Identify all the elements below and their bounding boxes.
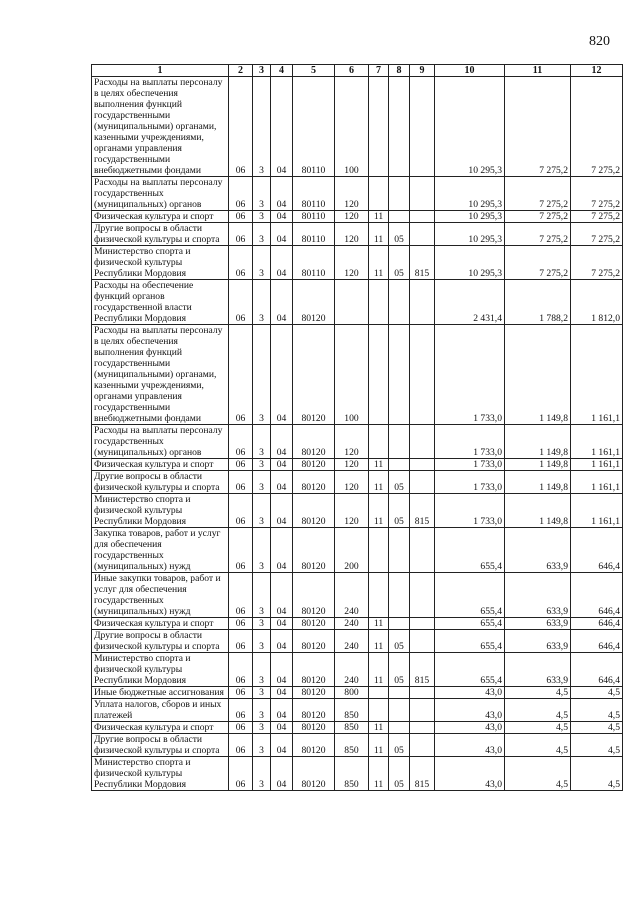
table-row [92,177,623,211]
code-1-cell: 06 [229,722,253,734]
code-section-cell [369,699,389,722]
code-2-cell: 3 [253,618,271,630]
amount-year-3-cell: 646,4 [571,528,623,573]
code-3-cell: 04 [271,77,293,177]
code-1-cell: 06 [229,618,253,630]
code-target-cell: 80110 [293,77,335,177]
code-section-cell: 11 [369,653,389,687]
code-subsection-cell [389,325,410,425]
amount-year-2-cell: 1 149,8 [505,325,571,425]
row-name-cell: Иные бюджетные ассигнования [92,687,229,699]
code-3-cell: 04 [271,211,293,223]
code-1-cell: 06 [229,699,253,722]
code-expense-type-cell: 240 [335,618,369,630]
amount-year-3-cell: 646,4 [571,630,623,653]
code-expense-type-cell: 120 [335,223,369,246]
code-ministry-cell: 815 [410,653,435,687]
code-section-cell [369,177,389,211]
code-3-cell: 04 [271,630,293,653]
amount-year-1-cell: 1 733,0 [435,325,505,425]
column-header: 2 [229,65,253,77]
code-ministry-cell: 815 [410,246,435,280]
code-target-cell: 80120 [293,630,335,653]
code-expense-type-cell: 800 [335,687,369,699]
amount-year-2-cell: 7 275,2 [505,77,571,177]
row-name-cell: Министерство спорта и физической культуры Республики Мордовия [92,653,229,687]
code-1-cell: 06 [229,223,253,246]
amount-year-2-cell: 633,9 [505,528,571,573]
code-expense-type-cell: 120 [335,177,369,211]
code-target-cell: 80120 [293,573,335,618]
code-3-cell: 04 [271,573,293,618]
code-expense-type-cell: 850 [335,734,369,757]
code-2-cell: 3 [253,211,271,223]
code-subsection-cell [389,618,410,630]
code-1-cell: 06 [229,494,253,528]
code-subsection-cell [389,528,410,573]
code-section-cell: 11 [369,459,389,471]
row-name-cell: Иные закупки товаров, работ и услуг для обеспечения государственных (муниципальных) нужд [92,573,229,618]
row-name-cell: Министерство спорта и физической культуры Республики Мордовия [92,757,229,791]
code-3-cell: 04 [271,757,293,791]
column-header: 11 [505,65,571,77]
table-row [92,722,623,734]
amount-year-2-cell: 1 149,8 [505,471,571,494]
code-3-cell: 04 [271,618,293,630]
amount-year-2-cell: 7 275,2 [505,177,571,211]
code-3-cell: 04 [271,494,293,528]
amount-year-2-cell: 633,9 [505,653,571,687]
code-ministry-cell [410,325,435,425]
code-ministry-cell [410,77,435,177]
amount-year-3-cell: 7 275,2 [571,211,623,223]
amount-year-1-cell: 1 733,0 [435,459,505,471]
code-2-cell: 3 [253,573,271,618]
table-row [92,734,623,757]
column-header: 4 [271,65,293,77]
row-name-cell: Физическая культура и спорт [92,459,229,471]
code-section-cell [369,280,389,325]
amount-year-3-cell: 4,5 [571,722,623,734]
code-ministry-cell [410,722,435,734]
code-expense-type-cell: 120 [335,211,369,223]
code-subsection-cell: 05 [389,734,410,757]
code-2-cell: 3 [253,528,271,573]
amount-year-1-cell: 10 295,3 [435,211,505,223]
code-ministry-cell [410,630,435,653]
code-3-cell: 04 [271,653,293,687]
amount-year-1-cell: 43,0 [435,687,505,699]
code-2-cell: 3 [253,494,271,528]
code-target-cell: 80120 [293,722,335,734]
code-expense-type-cell: 850 [335,699,369,722]
row-name-cell: Другие вопросы в области физической культуры и спорта [92,734,229,757]
code-ministry-cell [410,280,435,325]
code-subsection-cell [389,77,410,177]
code-target-cell: 80120 [293,618,335,630]
code-3-cell: 04 [271,528,293,573]
code-subsection-cell: 05 [389,246,410,280]
code-2-cell: 3 [253,687,271,699]
code-2-cell: 3 [253,722,271,734]
code-subsection-cell [389,722,410,734]
row-name-cell: Другие вопросы в области физической культуры и спорта [92,471,229,494]
column-header: 1 [92,65,229,77]
code-subsection-cell: 05 [389,653,410,687]
amount-year-1-cell: 655,4 [435,653,505,687]
code-section-cell: 11 [369,494,389,528]
code-2-cell: 3 [253,177,271,211]
code-2-cell: 3 [253,734,271,757]
code-2-cell: 3 [253,223,271,246]
code-3-cell: 04 [271,325,293,425]
column-header: 10 [435,65,505,77]
code-1-cell: 06 [229,425,253,459]
row-name-cell: Другие вопросы в области физической культуры и спорта [92,630,229,653]
amount-year-2-cell: 1 149,8 [505,459,571,471]
code-target-cell: 80120 [293,528,335,573]
amount-year-1-cell: 43,0 [435,757,505,791]
column-header: 7 [369,65,389,77]
code-3-cell: 04 [271,177,293,211]
table-row [92,246,623,280]
code-ministry-cell [410,573,435,618]
code-target-cell: 80120 [293,471,335,494]
table-row [92,630,623,653]
code-3-cell: 04 [271,687,293,699]
code-subsection-cell [389,573,410,618]
column-header: 3 [253,65,271,77]
code-2-cell: 3 [253,459,271,471]
code-subsection-cell [389,459,410,471]
amount-year-2-cell: 4,5 [505,687,571,699]
code-expense-type-cell: 240 [335,630,369,653]
row-name-cell: Закупка товаров, работ и услуг для обеспечения государственных (муниципальных) нужд [92,528,229,573]
amount-year-3-cell: 7 275,2 [571,246,623,280]
code-3-cell: 04 [271,246,293,280]
amount-year-2-cell: 1 788,2 [505,280,571,325]
code-expense-type-cell: 850 [335,722,369,734]
code-section-cell [369,687,389,699]
amount-year-2-cell: 1 149,8 [505,494,571,528]
column-header: 8 [389,65,410,77]
code-3-cell: 04 [271,699,293,722]
code-ministry-cell: 815 [410,494,435,528]
code-subsection-cell: 05 [389,630,410,653]
code-ministry-cell [410,223,435,246]
code-1-cell: 06 [229,77,253,177]
code-section-cell: 11 [369,630,389,653]
amount-year-3-cell: 4,5 [571,687,623,699]
code-expense-type-cell: 120 [335,425,369,459]
code-2-cell: 3 [253,325,271,425]
amount-year-2-cell: 7 275,2 [505,223,571,246]
code-1-cell: 06 [229,573,253,618]
code-target-cell: 80120 [293,325,335,425]
code-subsection-cell: 05 [389,471,410,494]
amount-year-2-cell: 7 275,2 [505,211,571,223]
code-section-cell: 11 [369,734,389,757]
code-expense-type-cell: 120 [335,246,369,280]
code-3-cell: 04 [271,471,293,494]
table-row [92,223,623,246]
code-1-cell: 06 [229,459,253,471]
code-ministry-cell [410,734,435,757]
code-ministry-cell [410,459,435,471]
code-section-cell: 11 [369,722,389,734]
code-3-cell: 04 [271,734,293,757]
row-name-cell: Расходы на выплаты персоналу в целях обеспечения выполнения функций государственными (муниципальными) органами, казенными учреждениями, органами управления государственными внебюджетными фондами [92,77,229,177]
code-1-cell: 06 [229,471,253,494]
code-expense-type-cell: 850 [335,757,369,791]
row-name-cell: Расходы на обеспечение функций органов государственной власти Республики Мордовия [92,280,229,325]
amount-year-3-cell: 1 161,1 [571,459,623,471]
code-expense-type-cell: 200 [335,528,369,573]
amount-year-3-cell: 4,5 [571,734,623,757]
amount-year-1-cell: 655,4 [435,618,505,630]
code-expense-type-cell [335,280,369,325]
table-row [92,618,623,630]
amount-year-1-cell: 10 295,3 [435,77,505,177]
code-1-cell: 06 [229,757,253,791]
table-row [92,757,623,791]
code-ministry-cell [410,687,435,699]
code-expense-type-cell: 120 [335,459,369,471]
code-section-cell: 11 [369,211,389,223]
code-1-cell: 06 [229,246,253,280]
code-target-cell: 80120 [293,280,335,325]
table-row [92,573,623,618]
amount-year-2-cell: 4,5 [505,722,571,734]
amount-year-1-cell: 1 733,0 [435,494,505,528]
code-1-cell: 06 [229,734,253,757]
table-row [92,528,623,573]
amount-year-1-cell: 43,0 [435,699,505,722]
code-subsection-cell [389,211,410,223]
code-2-cell: 3 [253,630,271,653]
code-section-cell [369,425,389,459]
table-row [92,699,623,722]
amount-year-3-cell: 7 275,2 [571,223,623,246]
code-section-cell: 11 [369,246,389,280]
amount-year-3-cell: 1 161,1 [571,325,623,425]
code-1-cell: 06 [229,211,253,223]
code-expense-type-cell: 100 [335,325,369,425]
row-name-cell: Другие вопросы в области физической культуры и спорта [92,223,229,246]
row-name-cell: Расходы на выплаты персоналу государственных (муниципальных) органов [92,425,229,459]
code-section-cell: 11 [369,223,389,246]
table-row [92,687,623,699]
row-name-cell: Расходы на выплаты персоналу государственных (муниципальных) органов [92,177,229,211]
code-ministry-cell [410,177,435,211]
code-target-cell: 80120 [293,425,335,459]
code-1-cell: 06 [229,280,253,325]
code-2-cell: 3 [253,77,271,177]
page-number: 820 [589,34,610,49]
amount-year-2-cell: 1 149,8 [505,425,571,459]
amount-year-3-cell: 1 161,1 [571,471,623,494]
table-row [92,471,623,494]
table-row [92,653,623,687]
code-3-cell: 04 [271,459,293,471]
code-target-cell: 80110 [293,177,335,211]
amount-year-3-cell: 646,4 [571,653,623,687]
table-body [92,77,623,791]
code-1-cell: 06 [229,630,253,653]
amount-year-2-cell: 4,5 [505,734,571,757]
code-expense-type-cell: 100 [335,77,369,177]
amount-year-3-cell: 1 812,0 [571,280,623,325]
row-name-cell: Уплата налогов, сборов и иных платежей [92,699,229,722]
code-2-cell: 3 [253,757,271,791]
amount-year-3-cell: 1 161,1 [571,494,623,528]
column-header: 6 [335,65,369,77]
code-section-cell [369,573,389,618]
code-section-cell [369,528,389,573]
amount-year-1-cell: 10 295,3 [435,246,505,280]
row-name-cell: Министерство спорта и физической культуры Республики Мордовия [92,494,229,528]
row-name-cell: Расходы на выплаты персоналу в целях обеспечения выполнения функций государственными (муниципальными) органами, казенными учреждениями, органами управления государственными внебюджетными фондами [92,325,229,425]
table-row [92,325,623,425]
code-subsection-cell [389,177,410,211]
amount-year-1-cell: 10 295,3 [435,223,505,246]
table-row [92,425,623,459]
code-target-cell: 80120 [293,757,335,791]
code-ministry-cell [410,425,435,459]
code-target-cell: 80110 [293,246,335,280]
code-ministry-cell [410,471,435,494]
code-ministry-cell [410,211,435,223]
code-3-cell: 04 [271,425,293,459]
code-3-cell: 04 [271,722,293,734]
code-1-cell: 06 [229,653,253,687]
code-target-cell: 80110 [293,223,335,246]
budget-table [91,64,623,791]
amount-year-2-cell: 4,5 [505,757,571,791]
code-subsection-cell: 05 [389,494,410,528]
code-ministry-cell [410,699,435,722]
column-header: 9 [410,65,435,77]
code-subsection-cell [389,425,410,459]
row-name-cell: Физическая культура и спорт [92,211,229,223]
code-subsection-cell [389,687,410,699]
code-expense-type-cell: 240 [335,653,369,687]
table-row [92,211,623,223]
amount-year-2-cell: 633,9 [505,618,571,630]
code-target-cell: 80120 [293,494,335,528]
amount-year-1-cell: 43,0 [435,722,505,734]
code-1-cell: 06 [229,528,253,573]
code-target-cell: 80120 [293,734,335,757]
code-target-cell: 80120 [293,653,335,687]
code-ministry-cell: 815 [410,757,435,791]
code-section-cell [369,325,389,425]
code-expense-type-cell: 240 [335,573,369,618]
code-2-cell: 3 [253,246,271,280]
amount-year-3-cell: 1 161,1 [571,425,623,459]
amount-year-1-cell: 1 733,0 [435,471,505,494]
amount-year-2-cell: 4,5 [505,699,571,722]
code-2-cell: 3 [253,425,271,459]
table-row [92,77,623,177]
column-header: 5 [293,65,335,77]
code-section-cell: 11 [369,757,389,791]
code-target-cell: 80120 [293,687,335,699]
amount-year-1-cell: 10 295,3 [435,177,505,211]
table-header-row [92,65,623,77]
table-row [92,459,623,471]
code-2-cell: 3 [253,699,271,722]
code-expense-type-cell: 120 [335,494,369,528]
amount-year-3-cell: 4,5 [571,699,623,722]
code-section-cell [369,77,389,177]
code-target-cell: 80120 [293,459,335,471]
code-1-cell: 06 [229,325,253,425]
table-row [92,280,623,325]
amount-year-1-cell: 2 431,4 [435,280,505,325]
code-target-cell: 80120 [293,699,335,722]
row-name-cell: Физическая культура и спорт [92,618,229,630]
code-expense-type-cell: 120 [335,471,369,494]
code-1-cell: 06 [229,177,253,211]
amount-year-1-cell: 655,4 [435,630,505,653]
code-subsection-cell: 05 [389,223,410,246]
code-2-cell: 3 [253,653,271,687]
amount-year-1-cell: 1 733,0 [435,425,505,459]
table-row [92,494,623,528]
code-1-cell: 06 [229,687,253,699]
amount-year-2-cell: 633,9 [505,573,571,618]
amount-year-2-cell: 7 275,2 [505,246,571,280]
amount-year-1-cell: 43,0 [435,734,505,757]
code-2-cell: 3 [253,280,271,325]
row-name-cell: Физическая культура и спорт [92,722,229,734]
amount-year-3-cell: 646,4 [571,573,623,618]
code-ministry-cell [410,618,435,630]
amount-year-1-cell: 655,4 [435,573,505,618]
amount-year-3-cell: 4,5 [571,757,623,791]
amount-year-3-cell: 646,4 [571,618,623,630]
code-subsection-cell: 05 [389,757,410,791]
code-2-cell: 3 [253,471,271,494]
code-ministry-cell [410,528,435,573]
code-section-cell: 11 [369,471,389,494]
column-header: 12 [571,65,623,77]
code-subsection-cell [389,280,410,325]
code-target-cell: 80110 [293,211,335,223]
amount-year-1-cell: 655,4 [435,528,505,573]
code-3-cell: 04 [271,223,293,246]
code-subsection-cell [389,699,410,722]
amount-year-3-cell: 7 275,2 [571,77,623,177]
amount-year-2-cell: 633,9 [505,630,571,653]
code-section-cell: 11 [369,618,389,630]
row-name-cell: Министерство спорта и физической культуры Республики Мордовия [92,246,229,280]
code-3-cell: 04 [271,280,293,325]
amount-year-3-cell: 7 275,2 [571,177,623,211]
